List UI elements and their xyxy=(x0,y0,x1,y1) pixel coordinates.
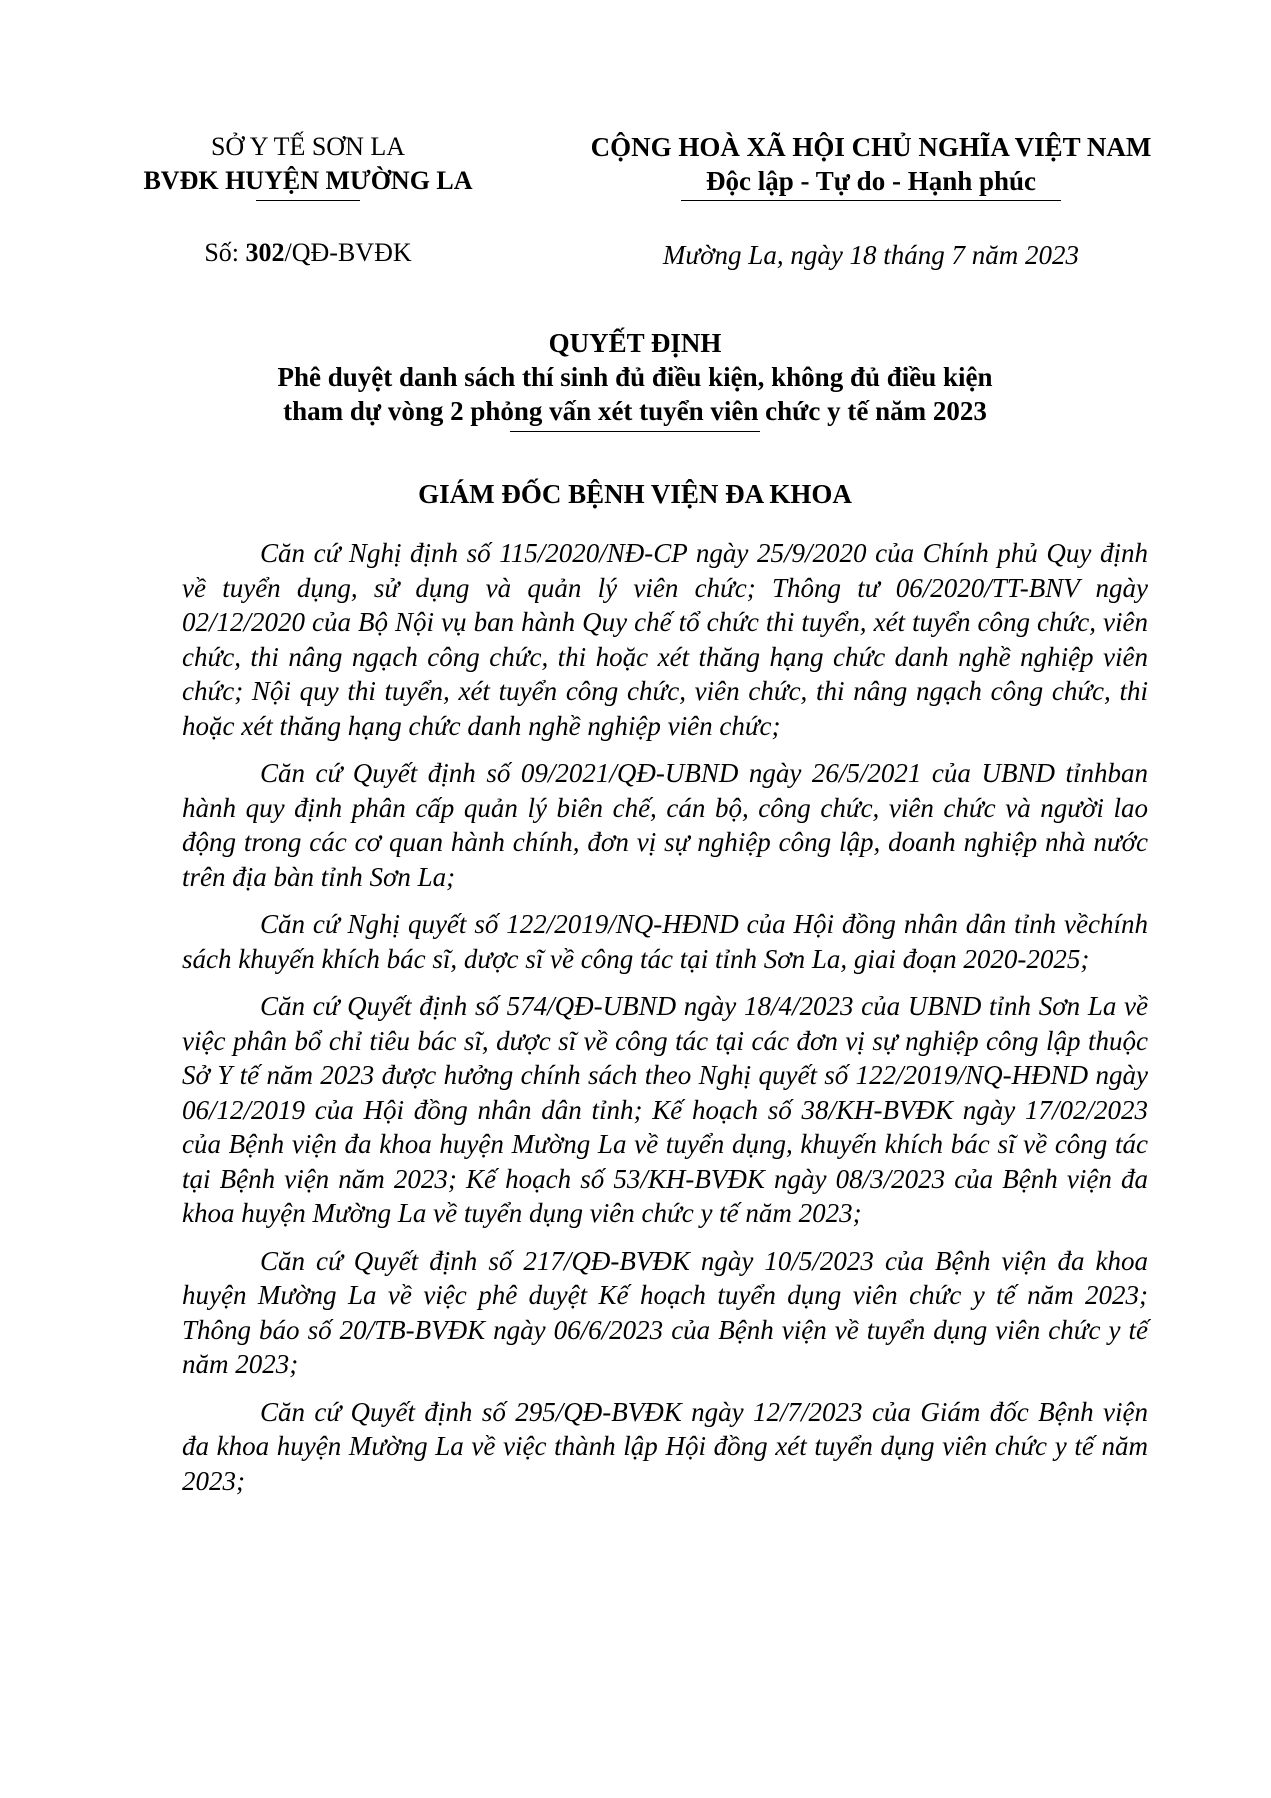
legal-bases xyxy=(182,536,1148,1511)
doc-type: QUYẾT ĐỊNH xyxy=(548,328,722,358)
legal-basis-paragraph: Căn cứ Nghị định số 115/2020/NĐ-CP ngày 25/9/2020 của Chính phủ Quy định về tuyển dụng, sử dụng và quản lý viên chức; Thông tư 06/2020/TT-BNV ngày 02/12/2020 của Bộ Nội vụ ban hành Quy chế tổ chức thi tuyển, xét tuyển công chức, viên chức, thi nâng ngạch công chức, thi hoặc xét thăng hạng chức danh nghề nghiệp viên chức; Nội quy thi tuyển, xét tuyển công chức, viên chức, thi nâng ngạch công chức, thi hoặc xét thăng hạng chức danh nghề nghiệp viên chức; xyxy=(182,538,1148,741)
title-line-2: tham dự vòng 2 phỏng vấn xét tuyển viên chức y tế năm 2023 xyxy=(283,396,987,426)
place-and-date: Mường La, ngày 18 tháng 7 năm 2023 xyxy=(662,240,1080,270)
title-underline xyxy=(510,431,760,432)
document-number xyxy=(138,236,478,270)
country-name: CỘNG HOÀ XÃ HỘI CHỦ NGHĨA VIỆT NAM xyxy=(590,132,1152,162)
doc-number-prefix: Số: xyxy=(204,238,246,267)
agency-parent: SỞ Y TẾ SƠN LA xyxy=(210,132,406,161)
document-title xyxy=(180,326,1090,432)
national-header xyxy=(568,130,1174,201)
agency-underline xyxy=(256,200,360,201)
national-motto: Độc lập - Tự do - Hạnh phúc xyxy=(705,166,1037,196)
issuing-agency xyxy=(138,130,478,201)
doc-number-suffix: /QĐ-BVĐK xyxy=(284,238,412,267)
legal-basis-paragraph: Căn cứ Nghị quyết số 122/2019/NQ-HĐND của Hội đồng nhân dân tỉnh vềchính sách khuyến khích bác sĩ, dược sĩ về công tác tại tỉnh Sơn La, giai đoạn 2020-2025; xyxy=(182,909,1148,974)
agency-unit: BVĐK HUYỆN MƯỜNG LA xyxy=(143,166,473,195)
issuing-authority: GIÁM ĐỐC BỆNH VIỆN ĐA KHOA xyxy=(418,479,852,509)
doc-number-value: 302 xyxy=(245,238,285,267)
legal-basis-paragraph: Căn cứ Quyết định số 217/QĐ-BVĐK ngày 10/5/2023 của Bệnh viện đa khoa huyện Mường La về việc phê duyệt Kế hoạch tuyển dụng viên chức y tế năm 2023; Thông báo số 20/TB-BVĐK ngày 06/6/2023 của Bệnh viện về tuyển dụng viên chức y tế năm 2023; xyxy=(182,1245,1148,1379)
legal-basis-paragraph: Căn cứ Quyết định số 09/2021/QĐ-UBND ngày 26/5/2021 của UBND tỉnhban hành quy định phân cấp quản lý biên chế, cán bộ, công chức, viên chức và người lao động trong các cơ quan hành chính, đơn vị sự nghiệp công lập, doanh nghiệp nhà nước trên địa bàn tỉnh Sơn La; xyxy=(182,758,1148,892)
legal-basis-paragraph: Căn cứ Quyết định số 574/QĐ-UBND ngày 18/4/2023 của UBND tỉnh Sơn La về việc phân bổ chỉ tiêu bác sĩ, dược sĩ về công tác tại các đơn vị sự nghiệp công lập thuộc Sở Y tế năm 2023 được hưởng chính sách theo Nghị quyết số 122/2019/NQ-HĐND ngày 06/12/2019 của Hội đồng nhân dân tỉnh; Kế hoạch số 38/KH-BVĐK ngày 17/02/2023 của Bệnh viện đa khoa huyện Mường La về tuyển dụng, khuyến khích bác sĩ về công tác tại Bệnh viện năm 2023; Kế hoạch số 53/KH-BVĐK ngày 08/3/2023 của Bệnh viện đa khoa huyện Mường La về tuyển dụng viên chức y tế năm 2023; xyxy=(182,991,1148,1228)
title-line-1: Phê duyệt danh sách thí sinh đủ điều kiện, không đủ điều kiện xyxy=(277,362,993,392)
legal-basis-paragraph: Căn cứ Quyết định số 295/QĐ-BVĐK ngày 12/7/2023 của Giám đốc Bệnh viện đa khoa huyện Mường La về việc thành lập Hội đồng xét tuyển dụng viên chức y tế năm 2023; xyxy=(182,1396,1148,1496)
motto-underline xyxy=(681,200,1061,201)
